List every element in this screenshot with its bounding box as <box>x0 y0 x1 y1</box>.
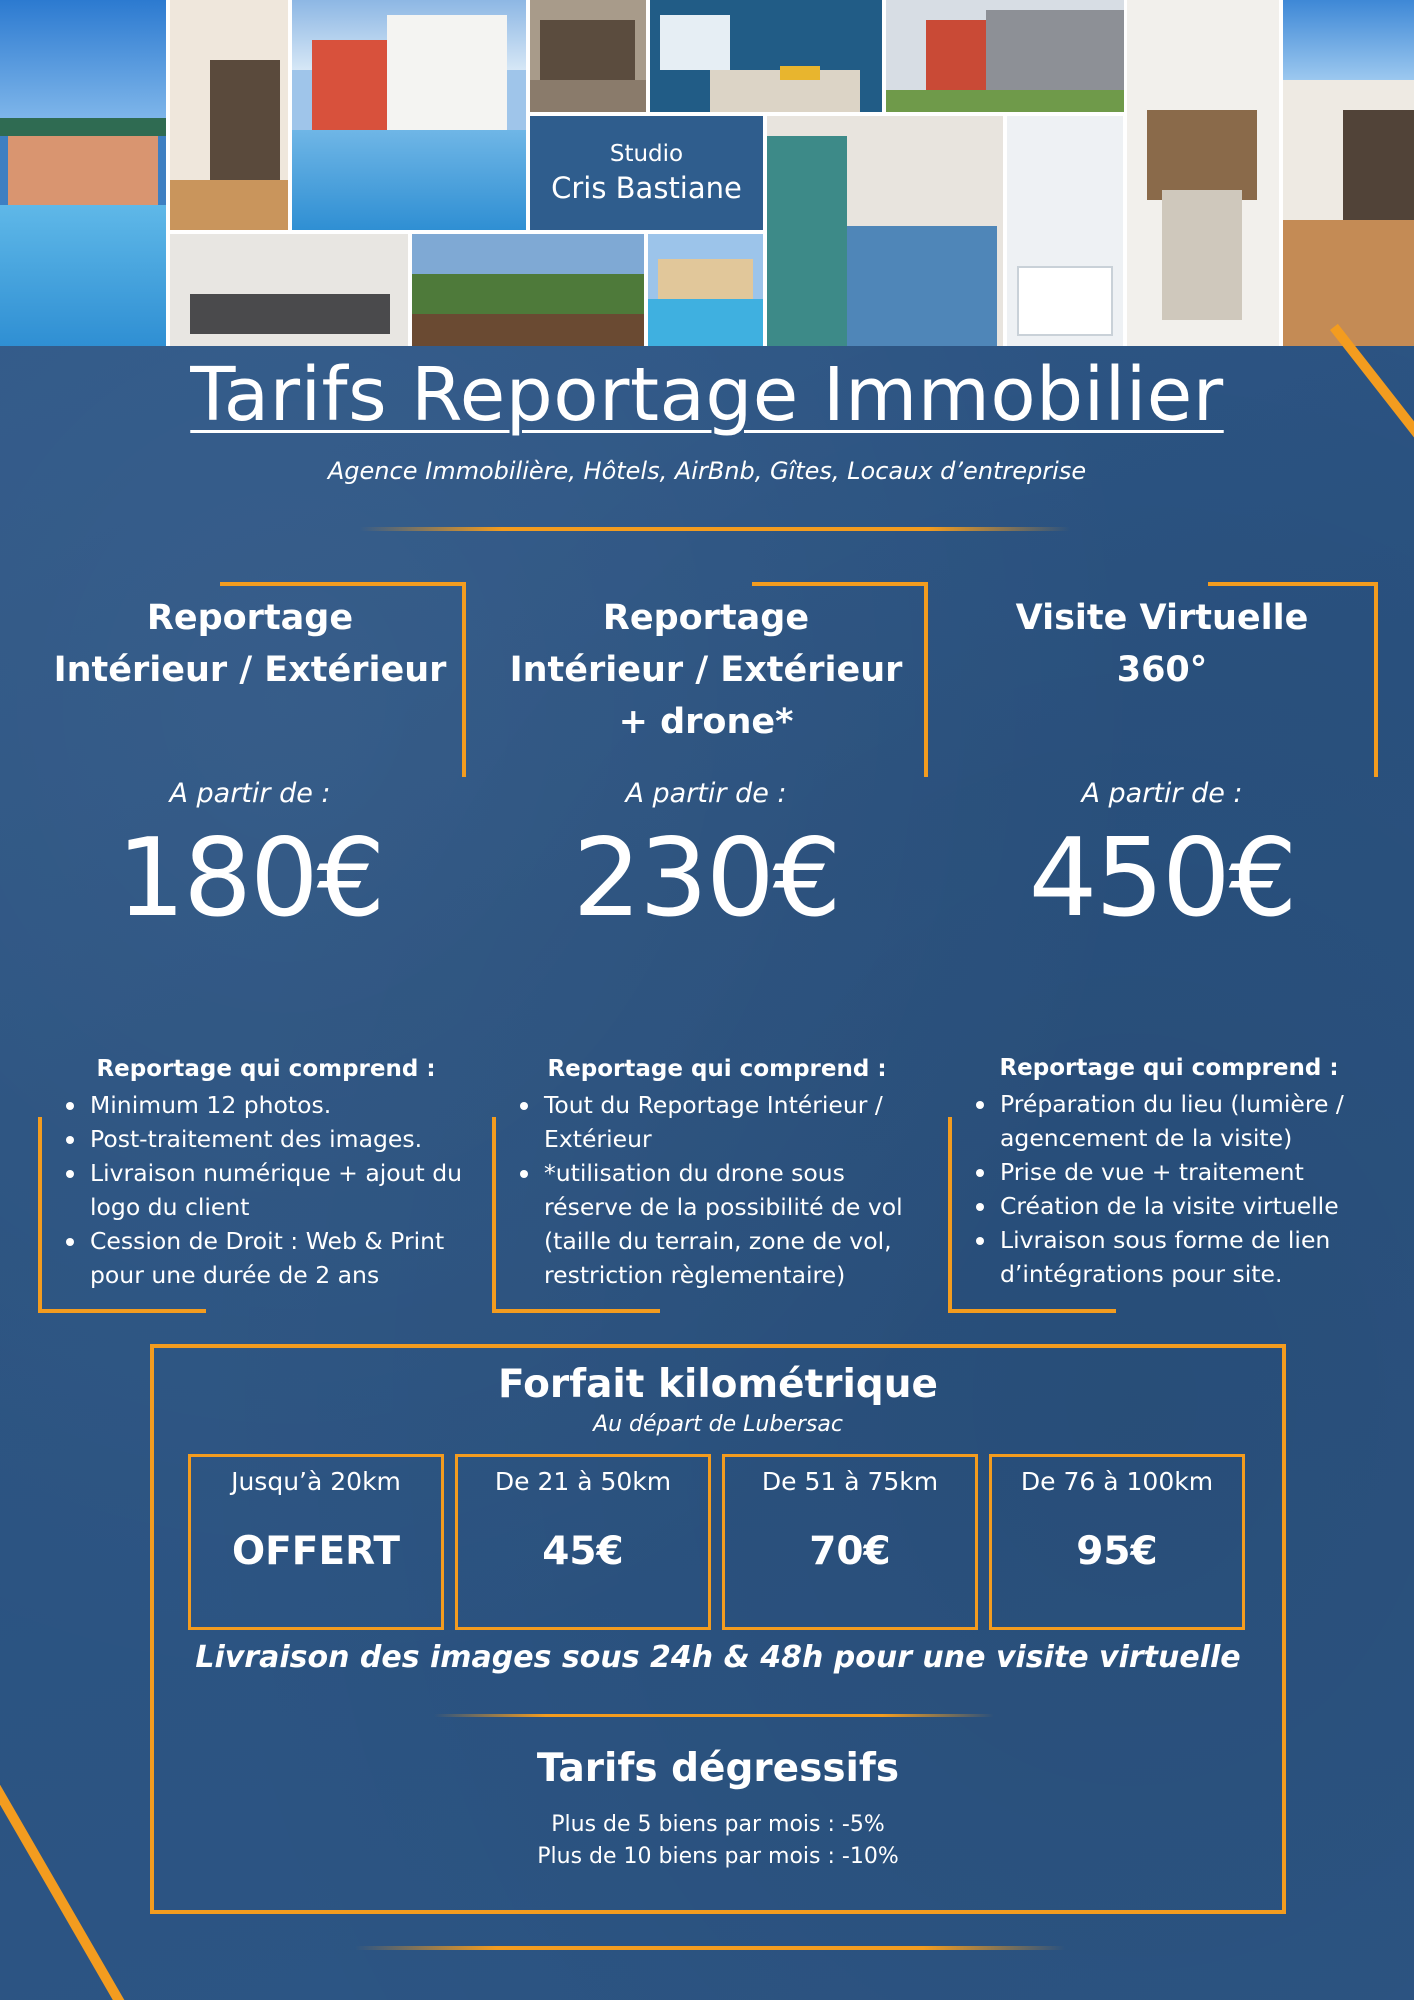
offer-title: Reportage Intérieur / Extérieur <box>53 598 447 690</box>
list-item: Minimum 12 photos. <box>60 1088 490 1122</box>
page-subtitle: Agence Immobilière, Hôtels, AirBnb, Gîtes, Locaux d’entreprise <box>327 457 1087 485</box>
photo-lounge <box>170 234 408 346</box>
list-item: Création de la visite virtuelle <box>970 1189 1400 1223</box>
separator-top <box>360 527 1070 531</box>
mileage-range: Jusqu’à 20km <box>231 1467 401 1496</box>
mileage-range: De 51 à 75km <box>761 1467 939 1496</box>
photo-modern-house-pool <box>292 0 526 230</box>
separator-bottom <box>355 1946 1065 1950</box>
page-title: Tarifs Reportage Immobilier <box>190 352 1224 438</box>
studio-logo <box>530 116 763 230</box>
separator-middle <box>434 1714 994 1717</box>
photo-deck-view <box>412 234 644 346</box>
studio-label: Studio <box>609 141 684 167</box>
photo-terrace-right <box>1283 0 1414 346</box>
offer-title: Reportage Intérieur / Extérieur + drone* <box>509 598 903 742</box>
details-heading: Reportage qui comprend : <box>547 1056 887 1082</box>
decorative-stripe-bottom-left <box>0 1765 139 2000</box>
mileage-tier <box>989 1454 1245 1630</box>
offer-from-label: A partir de : <box>1081 778 1243 809</box>
mileage-price: 70€ <box>809 1529 891 1574</box>
list-item: Livraison numérique + ajout du logo du client <box>60 1156 490 1224</box>
discount-line: Plus de 10 biens par mois : -10% <box>537 1844 899 1869</box>
mileage-tier <box>188 1454 444 1630</box>
mileage-price: OFFERT <box>232 1529 400 1574</box>
discount-title: Tarifs dégressifs <box>536 1746 900 1791</box>
offer-price: 180€ <box>116 816 384 941</box>
list-item: Prise de vue + traitement <box>970 1155 1400 1189</box>
photo-jacuzzi <box>1007 116 1123 346</box>
photo-pool-house <box>0 0 166 346</box>
list-item: Préparation du lieu (lumière / agencement de la visite) <box>970 1087 1400 1155</box>
list-item: *utilisation du drone sous réserve de la possibilité de vol (taille du terrain, zone de vol, restriction règlementaire) <box>514 1156 934 1292</box>
photo-terrace-door <box>170 0 288 230</box>
details-list <box>970 1087 1400 1291</box>
list-item: Tout du Reportage Intérieur / Extérieur <box>514 1088 934 1156</box>
mileage-and-discount-box <box>150 1344 1286 1914</box>
offer-details-drone <box>492 1052 932 1314</box>
delivery-note: Livraison des images sous 24h & 48h pour une visite virtuelle <box>195 1640 1241 1675</box>
photo-blue-bedroom <box>650 0 882 112</box>
photo-teal-bedroom <box>767 116 1003 346</box>
details-heading: Reportage qui comprend : <box>999 1055 1339 1081</box>
list-item: Post-traitement des images. <box>60 1122 490 1156</box>
list-item: Livraison sous forme de lien d’intégrations pour site. <box>970 1223 1400 1291</box>
mileage-price: 95€ <box>1076 1529 1158 1574</box>
offer-price: 230€ <box>572 816 840 941</box>
offer-interior-exterior-drone <box>496 580 916 960</box>
offer-title: Visite Virtuelle 360° <box>1015 598 1309 690</box>
mileage-price: 45€ <box>542 1529 624 1574</box>
offer-interior-exterior <box>40 580 460 960</box>
details-list <box>60 1088 490 1292</box>
photo-living-room <box>530 0 646 112</box>
discount-line: Plus de 5 biens par mois : -5% <box>551 1812 885 1837</box>
offer-from-label: A partir de : <box>625 778 787 809</box>
studio-name: Cris Bastiane <box>551 171 742 205</box>
mileage-range: De 21 à 50km <box>494 1467 672 1496</box>
photo-terrace-pergola <box>886 0 1124 112</box>
list-item: Cession de Droit : Web & Print pour une durée de 2 ans <box>60 1224 490 1292</box>
mileage-subtitle: Au départ de Lubersac <box>593 1412 843 1437</box>
offer-virtual-tour <box>952 580 1372 960</box>
photo-dining-room <box>1127 0 1279 346</box>
offer-details-interior-exterior <box>38 1052 478 1314</box>
offer-details-virtual-tour <box>948 1052 1388 1314</box>
mileage-tier <box>722 1454 978 1630</box>
details-heading: Reportage qui comprend : <box>96 1056 436 1082</box>
offer-price: 450€ <box>1028 816 1296 941</box>
mileage-range: De 76 à 100km <box>1020 1467 1214 1496</box>
details-list <box>514 1088 934 1292</box>
photo-collage <box>0 0 1414 346</box>
mileage-title: Forfait kilométrique <box>498 1362 938 1407</box>
offer-from-label: A partir de : <box>169 778 331 809</box>
photo-house-pool <box>648 234 763 346</box>
mileage-tier <box>455 1454 711 1630</box>
